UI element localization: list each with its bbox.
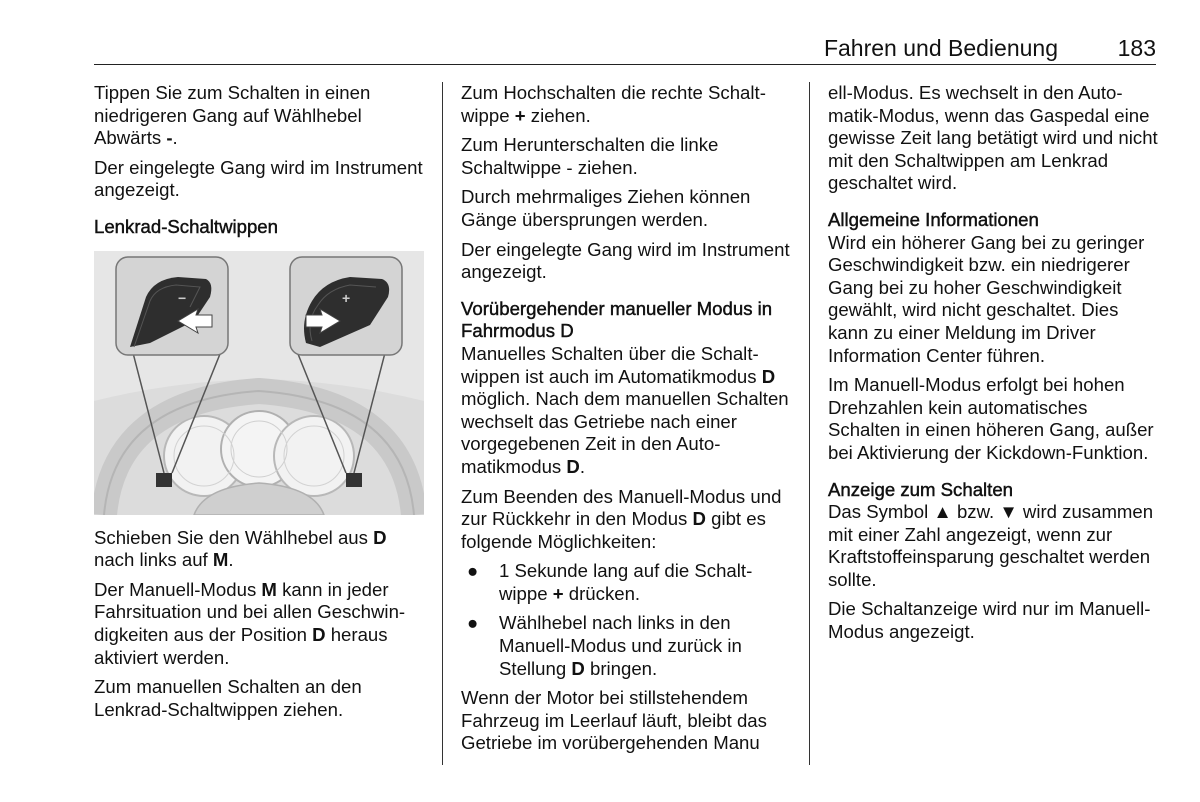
text: Manuelles Schalten über die Schaltwippen ist auch im Automatikmodus bbox=[461, 342, 762, 387]
paragraph: Die Schaltanzeige wird nur im Manuell-Modus angezeigt. bbox=[828, 598, 1151, 643]
symbol-plus: + bbox=[514, 104, 526, 126]
paragraph: Der eingelegte Gang wird im Instrument angezeigt. bbox=[94, 156, 423, 201]
paragraph: Zum manuellen Schalten an den Lenkrad-Schaltwippen ziehen. bbox=[94, 676, 362, 720]
minus-label: − bbox=[178, 289, 187, 306]
text: Zum Hochschalten die rechte Schaltwippe bbox=[461, 82, 766, 126]
paragraph bbox=[461, 82, 791, 127]
left-paddle-stub bbox=[156, 473, 172, 487]
text: möglich. Nach dem manuellen Schalten wechselt das Getriebe nach einer vorgegebenen Zeit in den Automatikmodus bbox=[461, 388, 789, 477]
text: ziehen. bbox=[525, 104, 591, 126]
text: drücken. bbox=[563, 582, 641, 604]
right-paddle-stub bbox=[346, 473, 362, 487]
paragraph: ell-Modus. Es wechselt in den Automatik-Modus, wenn das Gaspedal eine gewisse Zeit lang betätigt wird und nicht mit den Schaltwippen am Lenkrad geschaltet wird. bbox=[828, 82, 1158, 194]
gear-letter: D bbox=[571, 657, 585, 679]
text: gibt es folgende Möglichkeiten: bbox=[461, 508, 766, 552]
steering-wheel-illustration bbox=[94, 251, 424, 515]
column-3 bbox=[828, 82, 1158, 651]
column-1 bbox=[94, 82, 424, 728]
symbol-plus: + bbox=[552, 582, 564, 604]
text: Der Manuell-Modus bbox=[94, 578, 262, 600]
list-item bbox=[461, 560, 791, 605]
symbol-minus: - bbox=[166, 127, 173, 149]
paragraph bbox=[94, 579, 424, 669]
text: heraus aktiviert werden. bbox=[94, 623, 388, 668]
text: Schieben Sie den Wählhebel aus bbox=[94, 526, 374, 548]
text: . bbox=[172, 127, 178, 149]
page-number: 183 bbox=[1117, 35, 1156, 61]
text: Wählhebel nach links in den Manuell-Modus und zurück in Stellung bbox=[499, 612, 742, 679]
section-heading: Vorübergehender manueller Modus in Fahrmodus D bbox=[461, 297, 773, 342]
text: Tippen Sie zum Schalten in einen niedrigeren Gang auf Wählhebel Abwärts bbox=[94, 82, 371, 149]
plus-label: + bbox=[342, 289, 351, 306]
text: nach links auf bbox=[94, 549, 213, 571]
steering-wheel-paddles-figure bbox=[94, 251, 424, 515]
page-header bbox=[94, 30, 1156, 65]
text: bringen. bbox=[584, 657, 658, 679]
right-paddle-inset bbox=[290, 257, 402, 355]
text: . bbox=[228, 549, 234, 571]
section-heading: Allgemeine Informationen bbox=[828, 208, 1039, 230]
gear-letter: D bbox=[566, 455, 580, 477]
section-heading: Anzeige zum Schalten bbox=[828, 478, 1014, 500]
paragraph: Wenn der Motor bei stillstehendem Fahrzeug im Leerlauf läuft, bleibt das Getriebe im vorübergehenden Manu bbox=[461, 687, 767, 754]
bullet-icon: ● bbox=[467, 560, 479, 582]
paragraph: Das Symbol ▲ bzw. ▼ wird zusammen mit einer Zahl angezeigt, wenn zur Kraftstoffeinsparung geschaltet werden sollte. bbox=[828, 501, 1154, 590]
paragraph bbox=[94, 527, 424, 572]
text: Zum Beenden des Manuell-Modus und zur Rückkehr in den Modus bbox=[461, 485, 782, 530]
paragraph: Wird ein höherer Gang bei zu geringer Geschwindigkeit bzw. ein niedrigerer Gang bei zu hoher Geschwindigkeit gewählt, wird nicht geschaltet. Dies kann zu einer Meldung im Driver Information Center führen. bbox=[828, 231, 1145, 366]
paragraph: Der eingelegte Gang wird im Instrument angezeigt. bbox=[461, 238, 790, 283]
paragraph bbox=[461, 343, 791, 479]
text: 1 Sekunde lang auf die Schaltwippe bbox=[499, 560, 753, 604]
gear-letter: D bbox=[373, 526, 387, 548]
paragraph: Zum Herunterschalten die linke Schaltwippe - ziehen. bbox=[461, 134, 719, 178]
text: kann in jeder Fahrsituation und bei allen Geschwindigkeiten aus der Position bbox=[94, 578, 406, 645]
left-paddle-inset bbox=[116, 257, 228, 355]
column-divider-1 bbox=[442, 82, 443, 765]
bullet-list bbox=[461, 560, 791, 680]
gear-letter: M bbox=[212, 549, 229, 571]
text: . bbox=[579, 455, 586, 477]
column-2 bbox=[461, 82, 791, 762]
list-item bbox=[461, 612, 791, 680]
paragraph bbox=[461, 486, 791, 554]
column-divider-2 bbox=[809, 82, 810, 765]
paragraph: Durch mehrmaliges Ziehen können Gänge übersprungen werden. bbox=[461, 186, 751, 230]
bullet-icon: ● bbox=[467, 612, 479, 634]
gear-letter: D bbox=[692, 508, 706, 530]
section-heading: Lenkrad-Schaltwippen bbox=[94, 215, 278, 237]
paragraph: Im Manuell-Modus erfolgt bei hohen Drehzahlen kein automatisches Schalten in einen höheren Gang, außer bei Aktivierung der Kickdown-Funktion. bbox=[828, 374, 1154, 463]
gear-letter: D bbox=[761, 365, 776, 387]
gear-letter: D bbox=[312, 623, 326, 645]
paragraph bbox=[94, 82, 424, 150]
chapter-title: Fahren und Bedienung bbox=[823, 35, 1058, 61]
gear-letter: M bbox=[261, 578, 277, 600]
